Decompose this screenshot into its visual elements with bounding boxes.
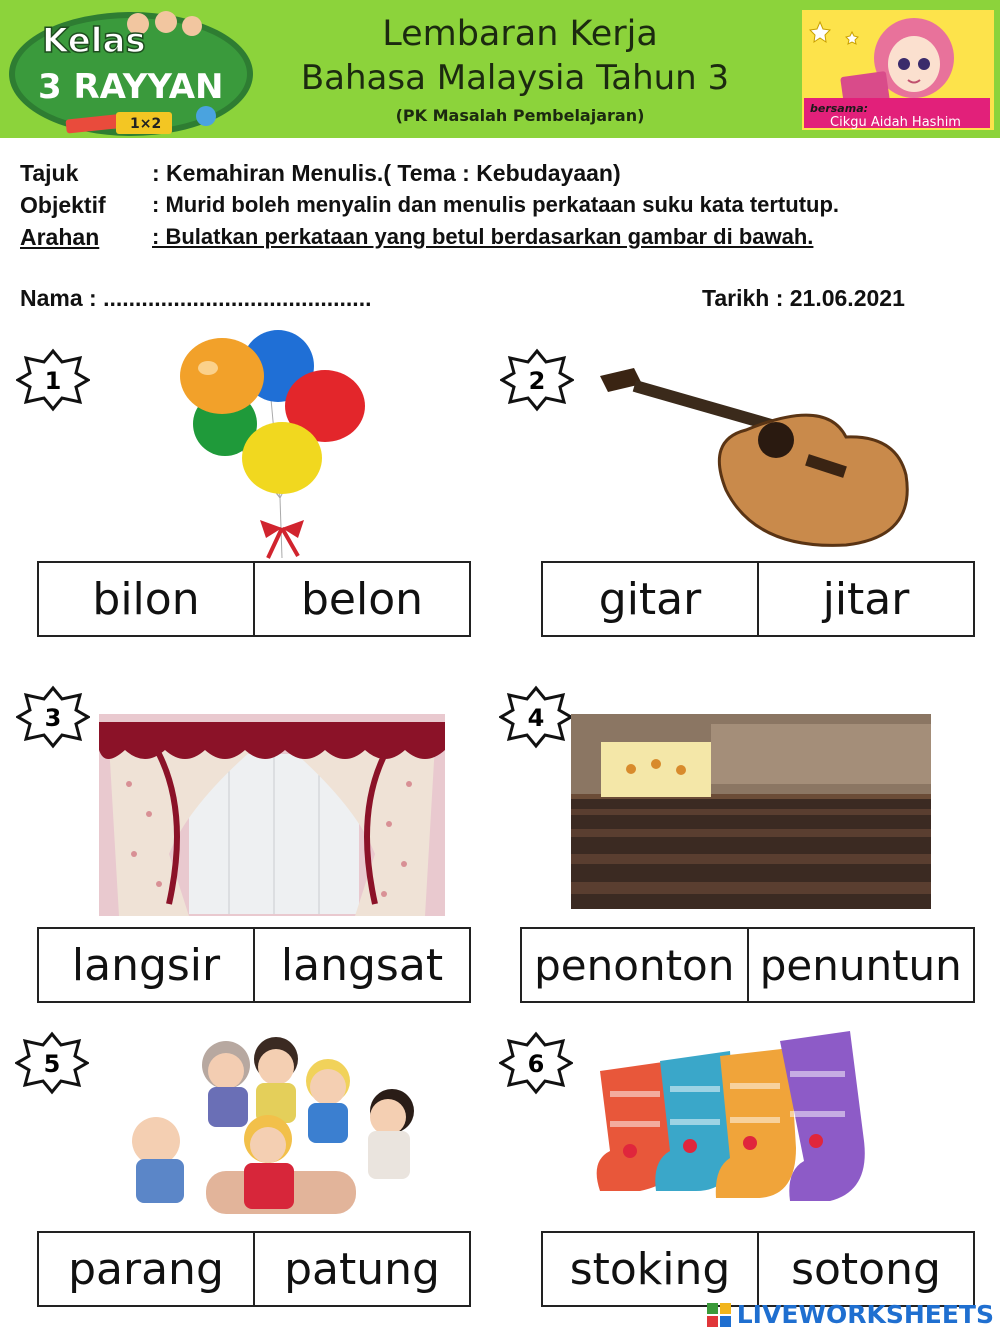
tarikh-date: Tarikh : 21.06.2021 (702, 285, 905, 311)
svg-text:6: 6 (527, 1050, 545, 1078)
question-number-badge (500, 348, 574, 412)
worksheet-program: (PK Masalah Pembelajaran) (395, 106, 645, 125)
logo-class-name: 3 RAYYAN (38, 67, 224, 107)
answer-box (37, 1231, 471, 1307)
arahan-label: Arahan (20, 224, 100, 250)
svg-text:5: 5 (43, 1050, 61, 1078)
answer-option[interactable]: sotong (757, 1233, 973, 1305)
audience-picture (571, 714, 931, 909)
logo-kelas: Kelas (42, 21, 146, 61)
teacher-prefix: bersama: (810, 102, 869, 115)
svg-text:1: 1 (44, 367, 62, 395)
question-number-badge (499, 1031, 573, 1095)
question-number-badge (499, 685, 573, 749)
answer-box (37, 561, 471, 637)
answer-option[interactable]: penonton (534, 940, 735, 990)
answer-box (520, 927, 975, 1003)
answer-box (541, 561, 975, 637)
answer-option[interactable]: bilon (92, 573, 200, 625)
svg-text:3: 3 (44, 704, 62, 732)
question-number-badge (16, 348, 90, 412)
worksheet-subject: Bahasa Malaysia Tahun 3 (300, 58, 730, 98)
curtain-picture (99, 714, 445, 916)
answer-option[interactable]: langsir (71, 939, 221, 991)
brand-text: LIVEWORKSHEETS (736, 1300, 994, 1329)
answer-option[interactable]: penuntun (747, 929, 974, 1001)
answer-box (37, 927, 471, 1003)
tajuk-label: Tajuk (20, 160, 79, 186)
nama-field[interactable]: Nama : .......................................... (20, 285, 372, 311)
objektif-label: Objektif (20, 192, 106, 218)
answer-option[interactable]: parang (68, 1243, 224, 1295)
answer-option[interactable]: patung (253, 1233, 469, 1305)
answer-option[interactable]: belon (253, 563, 469, 635)
class-logo (6, 4, 256, 138)
objektif-value: : Murid boleh menyalin dan menulis perkataan suku kata tertutup. (152, 192, 840, 217)
arahan-value: : Bulatkan perkataan yang betul berdasarkan gambar di bawah. (152, 224, 814, 249)
teacher-name: Cikgu Aidah Hashim (830, 115, 961, 130)
tajuk-value: : Kemahiran Menulis.( Tema : Kebudayaan) (152, 160, 621, 186)
answer-option[interactable]: langsat (253, 929, 469, 1001)
guitar-picture (596, 360, 916, 550)
svg-text:2: 2 (528, 367, 546, 395)
liveworksheets-logo-icon (707, 1303, 731, 1327)
teacher-avatar-card (802, 10, 994, 130)
balloons-picture (170, 328, 370, 564)
answer-option[interactable]: gitar (598, 573, 702, 625)
socks-picture (590, 1031, 890, 1213)
liveworksheets-brand (707, 1300, 994, 1329)
svg-text:4: 4 (527, 704, 545, 732)
answer-option[interactable]: jitar (757, 563, 973, 635)
answer-option[interactable]: stoking (569, 1243, 731, 1295)
worksheet-title: Lembaran Kerja (382, 14, 658, 54)
logo-math: 1×2 (130, 116, 162, 132)
question-number-badge (16, 685, 90, 749)
finger-puppets-picture (116, 1031, 430, 1214)
answer-box (541, 1231, 975, 1307)
question-number-badge (15, 1031, 89, 1095)
